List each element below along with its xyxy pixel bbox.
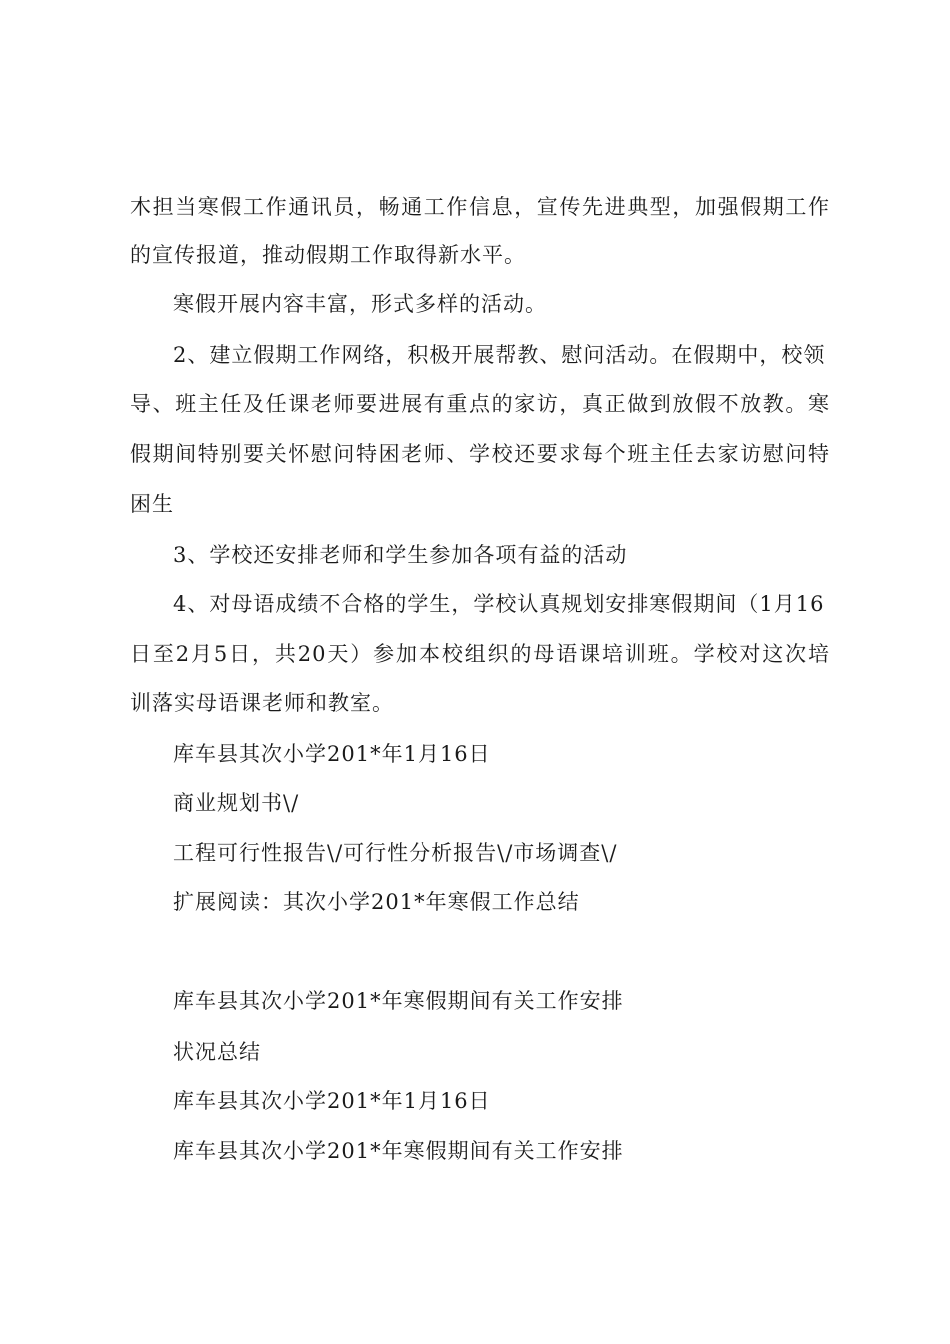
heading-line: 库车县其次小学201*年寒假期间有关工作安排 [173, 989, 624, 1013]
paragraph-line: 木担当寒假工作通讯员，畅通工作信息，宣传先进典型，加强假期工作 [130, 195, 830, 219]
paragraph-line: 日至2月5日，共20天）参加本校组织的母语课培训班。学校对这次培 [130, 642, 830, 666]
paragraph-line: 扩展阅读：其次小学201*年寒假工作总结 [173, 890, 580, 914]
paragraph-line: 3、学校还安排老师和学生参加各项有益的活动 [173, 543, 628, 567]
paragraph-line: 商业规划书\/ [173, 791, 300, 815]
paragraph-line: 导、班主任及任课老师要进展有重点的家访，真正做到放假不放教。寒 [130, 392, 830, 416]
paragraph-line: 工程可行性报告\/可行性分析报告\/市场调查\/ [173, 841, 618, 865]
signature-line: 库车县其次小学201*年1月16日 [173, 1089, 491, 1113]
paragraph-line: 寒假开展内容丰富，形式多样的活动。 [173, 292, 547, 316]
signature-line: 库车县其次小学201*年1月16日 [173, 742, 491, 766]
paragraph-line: 假期间特别要关怀慰问特困老师、学校还要求每个班主任去家访慰问特 [130, 442, 830, 466]
paragraph-line: 训落实母语课老师和教室。 [130, 691, 394, 715]
paragraph-line: 的宣传报道，推动假期工作取得新水平。 [130, 243, 526, 267]
heading-line: 状况总结 [173, 1040, 261, 1064]
paragraph-line: 4、对母语成绩不合格的学生，学校认真规划安排寒假期间（1月16 [173, 592, 825, 616]
paragraph-line: 2、建立假期工作网络，积极开展帮教、慰问活动。在假期中，校领 [173, 343, 826, 367]
heading-line: 库车县其次小学201*年寒假期间有关工作安排 [173, 1139, 624, 1163]
paragraph-line: 困生 [130, 492, 174, 516]
